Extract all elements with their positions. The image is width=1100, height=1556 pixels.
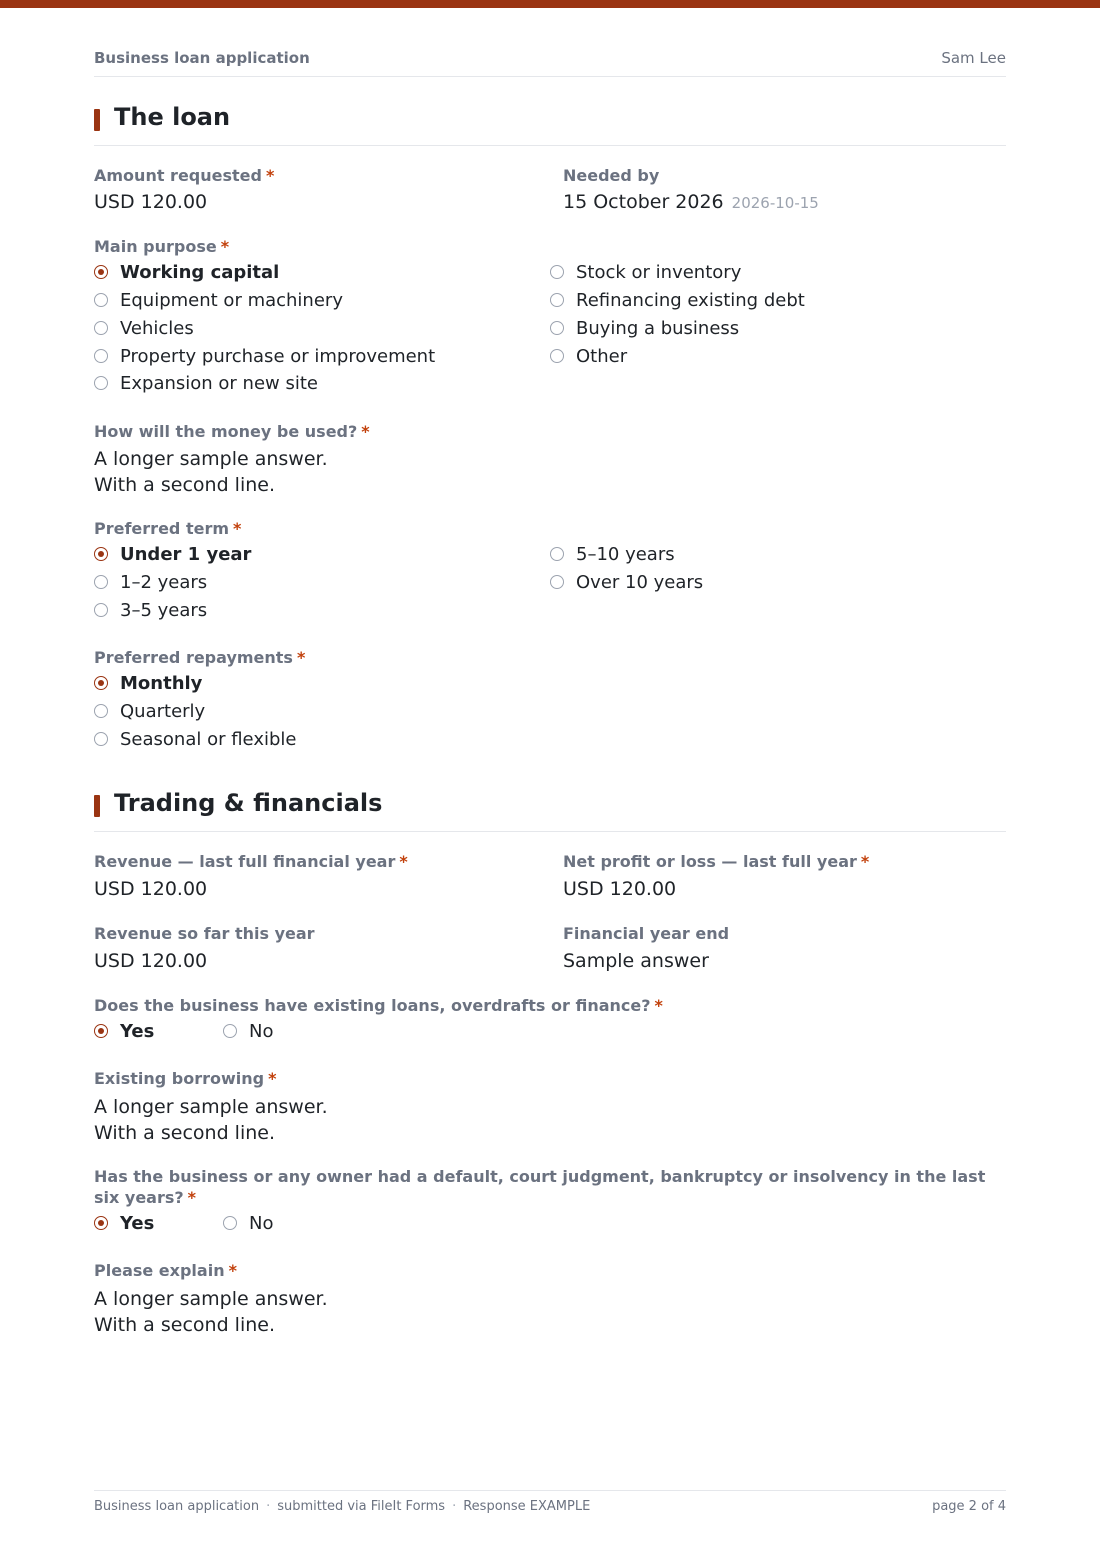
footer-info — [94, 1499, 590, 1514]
section-title: Trading & financials — [114, 789, 383, 817]
existing-borrowing-label: Existing borrowing * — [94, 1069, 277, 1088]
radio-option-label: Expansion or new site — [120, 373, 318, 394]
section-marker — [94, 109, 100, 131]
required-marker: * — [399, 852, 408, 871]
section-the-loan — [94, 103, 1006, 146]
footer-via: submitted via FileIt Forms — [277, 1499, 446, 1514]
required-marker: * — [654, 996, 663, 1015]
radio-unselected-icon — [550, 265, 564, 279]
radio-option-label: No — [249, 1213, 274, 1234]
radio-option-label: Equipment or machinery — [120, 290, 343, 311]
required-marker: * — [361, 422, 370, 441]
radio-option-label: 1–2 years — [120, 572, 208, 593]
radio-option-label: Buying a business — [576, 318, 740, 339]
revenue-last-year-value: USD 120.00 — [94, 878, 208, 900]
please-explain-answer — [94, 1286, 328, 1338]
radio-selected-icon — [94, 1024, 108, 1038]
required-marker: * — [228, 1261, 237, 1280]
radio-selected-icon — [94, 676, 108, 690]
needed-by-value: 15 October 2026 2026-10-15 — [563, 191, 819, 213]
radio-option-label: Seasonal or flexible — [120, 729, 297, 750]
radio-option-label: Vehicles — [120, 318, 194, 339]
radio-unselected-icon — [550, 321, 564, 335]
radio-unselected-icon — [94, 704, 108, 718]
section-trading-financials — [94, 789, 1006, 832]
money-usage-answer — [94, 446, 328, 498]
radio-selected-icon — [94, 1216, 108, 1230]
radio-option-label: Quarterly — [120, 701, 206, 722]
radio-option-label: Yes — [120, 1021, 155, 1042]
financial-year-end-value: Sample answer — [563, 950, 709, 972]
radio-option-label: Under 1 year — [120, 544, 252, 565]
radio-unselected-icon — [550, 575, 564, 589]
radio-unselected-icon — [550, 349, 564, 363]
radio-option-label: Refinancing existing debt — [576, 290, 805, 311]
required-marker: * — [187, 1188, 197, 1207]
radio-option-label: No — [249, 1021, 274, 1042]
answer-line: A longer sample answer. — [94, 448, 328, 470]
required-marker: * — [296, 648, 306, 667]
preferred-repayments-label: Preferred repayments * — [94, 648, 306, 667]
answer-line: A longer sample answer. — [94, 1096, 328, 1118]
radio-option-label: Stock or inventory — [576, 262, 742, 283]
page-header — [94, 47, 1006, 77]
radio-unselected-icon — [94, 376, 108, 390]
default-history-label: Has the business or any owner had a default, court judgment, bankruptcy or insolvency in the last six years? * — [94, 1167, 986, 1207]
radio-option-label: Other — [576, 346, 628, 367]
radio-option-label: Yes — [120, 1213, 155, 1234]
top-accent-bar — [0, 0, 1100, 8]
radio-option-label: Property purchase or improvement — [120, 346, 436, 367]
radio-option-label: 5–10 years — [576, 544, 675, 565]
radio-unselected-icon — [550, 547, 564, 561]
radio-unselected-icon — [94, 293, 108, 307]
footer-response: Response EXAMPLE — [463, 1499, 591, 1514]
required-marker: * — [233, 519, 242, 538]
radio-unselected-icon — [94, 732, 108, 746]
radio-option-label: Over 10 years — [576, 572, 704, 593]
revenue-ytd-value: USD 120.00 — [94, 950, 208, 972]
radio-unselected-icon — [223, 1216, 237, 1230]
page-footer — [94, 1490, 1006, 1521]
money-usage-label: How will the money be used? * — [94, 422, 370, 441]
answer-line: A longer sample answer. — [94, 1288, 328, 1310]
amount-requested-label: Amount requested * — [94, 166, 275, 185]
radio-selected-icon — [94, 547, 108, 561]
radio-unselected-icon — [550, 293, 564, 307]
answer-line: With a second line. — [94, 474, 275, 496]
radio-unselected-icon — [223, 1024, 237, 1038]
existing-loans-label: Does the business have existing loans, overdrafts or finance? * — [94, 996, 663, 1015]
please-explain-label: Please explain * — [94, 1261, 237, 1280]
footer-separator: · — [266, 1499, 271, 1514]
footer-form-name: Business loan application — [94, 1499, 260, 1514]
answer-line: With a second line. — [94, 1122, 275, 1144]
net-profit-label: Net profit or loss — last full year * — [563, 852, 870, 871]
radio-unselected-icon — [94, 321, 108, 335]
net-profit-value: USD 120.00 — [563, 878, 677, 900]
radio-selected-icon — [94, 265, 108, 279]
radio-option-label: Working capital — [120, 262, 280, 283]
radio-unselected-icon — [94, 603, 108, 617]
header-user-name: Sam Lee — [941, 49, 1006, 67]
preferred-term-label: Preferred term * — [94, 519, 242, 538]
needed-by-iso-date: 2026-10-15 — [731, 194, 819, 212]
radio-unselected-icon — [94, 575, 108, 589]
radio-unselected-icon — [94, 349, 108, 363]
section-marker — [94, 795, 100, 817]
required-marker: * — [220, 237, 230, 256]
main-purpose-label: Main purpose * — [94, 237, 230, 256]
needed-by-label: Needed by — [563, 166, 660, 185]
required-marker: * — [265, 166, 275, 185]
required-marker: * — [268, 1069, 277, 1088]
footer-separator: · — [452, 1499, 457, 1514]
revenue-ytd-label: Revenue so far this year — [94, 924, 315, 943]
footer-page-number: page 2 of 4 — [932, 1499, 1006, 1514]
answer-line: With a second line. — [94, 1314, 275, 1336]
existing-borrowing-answer — [94, 1094, 328, 1146]
amount-requested-value: USD 120.00 — [94, 191, 208, 213]
section-title: The loan — [114, 103, 231, 131]
radio-option-label: 3–5 years — [120, 600, 208, 621]
revenue-last-year-label: Revenue — last full financial year * — [94, 852, 408, 871]
radio-option-label: Monthly — [120, 673, 203, 694]
required-marker: * — [860, 852, 870, 871]
header-title: Business loan application — [94, 49, 310, 67]
financial-year-end-label: Financial year end — [563, 924, 730, 943]
